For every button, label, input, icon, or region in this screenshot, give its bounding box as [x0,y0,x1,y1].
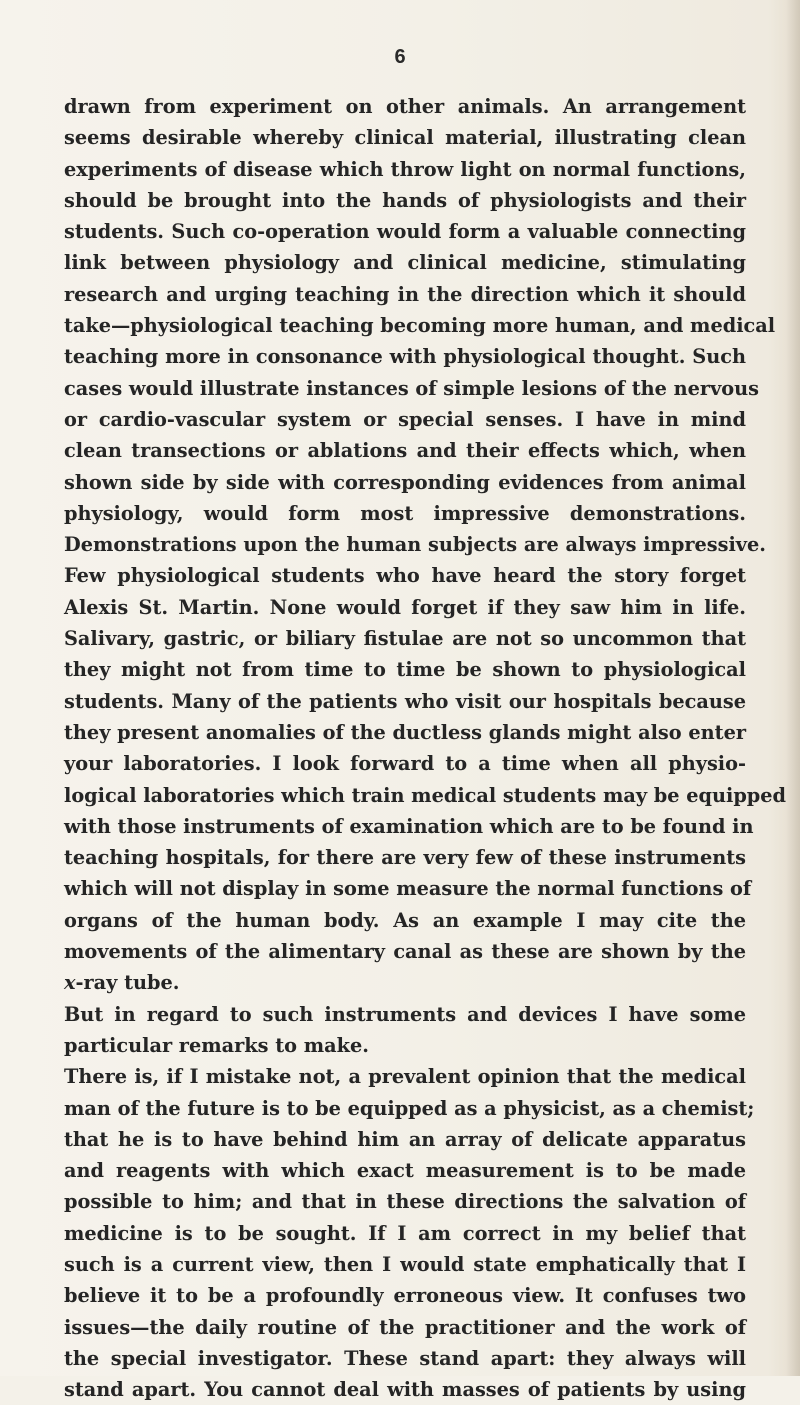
page-number: 6 [394,46,406,68]
text-line: seems desirable whereby clinical material, illustrating clean [64,126,746,150]
text-line: man of the future is to be equipped as a physicist, as a chemist; [64,1096,755,1120]
text-line: research and urging teaching in the direction which it should [64,282,746,306]
text-line: they present anomalies of the ductless glands might also enter [64,720,746,744]
text-line: movements of the alimentary canal as these are shown by the [64,940,746,964]
text-line: which will not display in some measure the normal functions of [64,877,752,901]
text-line: that he is to have behind him an array of delicate apparatus [64,1127,746,1151]
text-line: the special investigator. These stand apart: they always will [64,1346,746,1370]
text-line: There is, if I mistake not, a prevalent opinion that the medical [64,1065,746,1089]
text-line: take—physiological teaching becoming more human, and medical [64,314,776,338]
text-line: shown side by side with corresponding evidences from animal [64,470,746,494]
text-line: Alexis St. Martin. None would forget if they saw him in life. [64,595,746,619]
text-line: teaching more in consonance with physiological thought. Such [64,345,746,369]
text-line: your laboratories. I look forward to a time when all physio- [64,752,746,776]
text-line: experiments of disease which throw light on normal functions, [64,157,746,181]
text-line: logical laboratories which train medical students may be equipped [64,783,787,807]
text-line: cases would illustrate instances of simple lesions of the nervous [64,376,760,400]
text-line: believe it to be a profoundly erroneous view. It confuses two [64,1284,746,1308]
text-line: such is a current view, then I would state emphatically that I [64,1252,746,1276]
text-line: stand apart. You cannot deal with masses of patients by using [64,1378,746,1402]
text-line: Few physiological students who have heard the story forget [64,564,746,588]
text-line: physiology, would form most impressive demonstrations. [64,501,746,525]
text-line: with those instruments of examination which are to be found in [64,814,754,838]
text-line: students. Such co-operation would form a valuable connecting [64,220,746,244]
text-line: should be brought into the hands of physiologists and their [64,188,746,212]
italic-variable: x [64,971,76,995]
text-line: Demonstrations upon the human subjects are always impressive. [64,533,766,557]
text-line: medicine is to be sought. If I am correct in my belief that [64,1221,746,1245]
text-line: or cardio-vascular system or special senses. I have in mind [64,407,746,431]
text-line: and reagents with which exact measurement is to be made [64,1159,746,1183]
text-line: x-ray tube. [64,971,180,995]
text-line: Salivary, gastric, or biliary fistulae are not so uncommon that [64,627,746,651]
text-line: possible to him; and that in these directions the salvation of [64,1190,746,1214]
text-line: clean transections or ablations and their effects which, when [64,439,746,463]
text-line: But in regard to such instruments and devices I have some [64,1002,746,1026]
text-line: link between physiology and clinical medicine, stimulating [64,251,746,275]
text-line: particular remarks to make. [64,1033,369,1057]
text-line: they might not from time to time be shown to physiological [64,658,746,682]
text-line: drawn from experiment on other animals. An arrangement [64,95,746,118]
body-text [64,91,787,1405]
text-line: organs of the human body. As an example I may cite the [64,908,746,932]
page-edge-shadow [786,0,800,1376]
text-line: issues—the daily routine of the practitioner and the work of [64,1315,746,1339]
text-line: students. Many of the patients who visit our hospitals because [64,689,746,713]
text-line: teaching hospitals, for there are very few of these instruments [64,846,746,870]
